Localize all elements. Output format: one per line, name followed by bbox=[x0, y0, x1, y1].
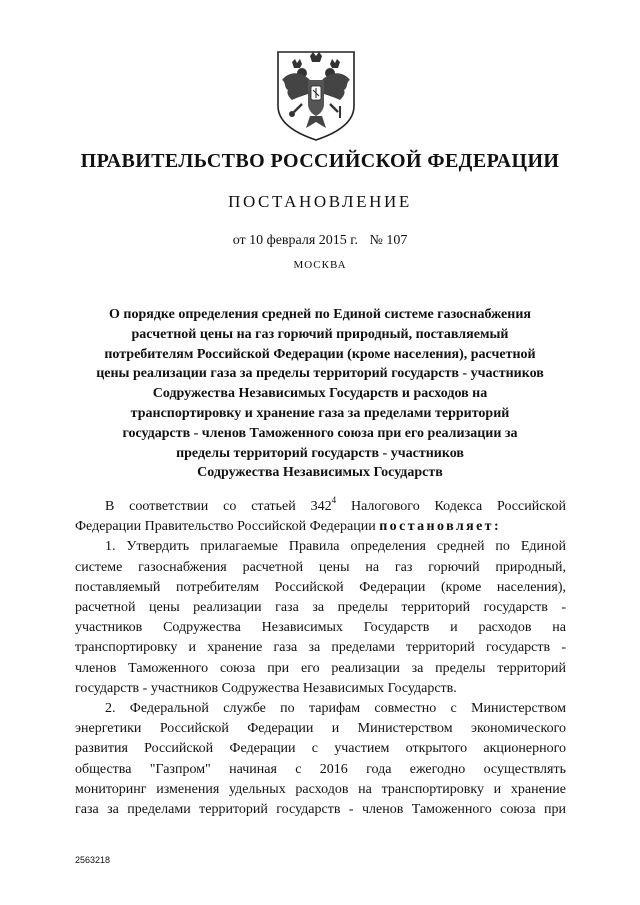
title-line: потребителям Российской Федерации (кроме населения), расчетной bbox=[104, 346, 536, 362]
document-type: ПОСТАНОВЛЕНИЕ bbox=[228, 192, 412, 211]
paragraph-line: мониторинг изменения удельных расходов на транспортировку и хранение bbox=[75, 781, 566, 797]
title-line: Содружества Независимых Государств и расходов на bbox=[152, 386, 488, 402]
paragraph-line: расчетной цены реализации газа за пределы территорий государств - bbox=[75, 600, 566, 616]
paragraph-1 bbox=[75, 537, 566, 699]
intro-text: В соответствии со статьей 342 bbox=[105, 499, 332, 514]
title-line: государств - членов Таможенного союза при его реализации за bbox=[122, 425, 518, 441]
paragraph-line: государств - участников Содружества Независимых Государств. bbox=[75, 680, 457, 696]
title-line: Содружества Независимых Государств bbox=[197, 465, 443, 481]
article-superscript: 4 bbox=[331, 495, 337, 506]
intro-text: Федерации Правительство Российской Федерации bbox=[75, 519, 376, 535]
title-line: транспортировку и хранение газа за пределами территорий bbox=[130, 405, 510, 421]
intro-line bbox=[75, 497, 566, 517]
document-id: 2563218 bbox=[75, 855, 111, 865]
intro-line bbox=[75, 517, 566, 537]
title-line: пределы территорий государств - участников bbox=[176, 445, 464, 461]
paragraph-line: газа за пределами территорий государств - членов Таможенного союза при bbox=[75, 802, 566, 818]
number-sign: № bbox=[369, 233, 383, 248]
paragraph-line: транспортировку и хранение газа за пределами территорий государств - bbox=[75, 640, 566, 656]
title-line: цены реализации газа за пределы территорий государств - участников bbox=[96, 366, 544, 382]
document-date: от 10 февраля 2015 г. bbox=[232, 233, 358, 248]
paragraph-line: системе газоснабжения расчетной цены на газ горючий природный, bbox=[75, 559, 566, 575]
government-name: ПРАВИТЕЛЬСТВО РОССИЙСКОЙ ФЕДЕРАЦИИ bbox=[80, 150, 560, 172]
paragraph-line: участников Содружества Независимых Государств и расходов на bbox=[75, 620, 566, 636]
paragraph-line: общества "Газпром" начиная с 2016 года ежегодно осуществлять bbox=[75, 761, 566, 777]
city-name: МОСКВА bbox=[293, 259, 347, 271]
intro-text: Налогового Кодекса Российской bbox=[336, 499, 566, 514]
document-title bbox=[80, 305, 560, 483]
paragraph-line: энергетики Российской Федерации и Министерством экономического bbox=[75, 721, 566, 737]
paragraph-line: 1. Утвердить прилагаемые Правила определения средней по Единой bbox=[105, 539, 566, 555]
document-number: 107 bbox=[386, 233, 408, 248]
paragraph-line: 2. Федеральной службе по тарифам совместно с Министерством bbox=[105, 701, 566, 717]
paragraph-line: поставляемый потребителям Российской Федерации (кроме населения), bbox=[75, 579, 566, 595]
document-body bbox=[75, 497, 566, 820]
paragraph-2 bbox=[75, 699, 566, 820]
paragraph-line: развития Российской Федерации с участием открытого акционерного bbox=[75, 741, 566, 757]
decree-keyword: постановляет: bbox=[379, 519, 502, 535]
intro-paragraph bbox=[75, 497, 566, 537]
russian-coat-of-arms-icon bbox=[272, 46, 360, 142]
title-line: О порядке определения средней по Единой системе газоснабжения bbox=[109, 307, 531, 322]
title-line: расчетной цены на газ горючий природный, поставляемый bbox=[131, 326, 509, 342]
paragraph-line: членов Таможенного союза при его реализации за пределы территорий bbox=[75, 660, 566, 676]
date-number-line bbox=[0, 233, 640, 249]
